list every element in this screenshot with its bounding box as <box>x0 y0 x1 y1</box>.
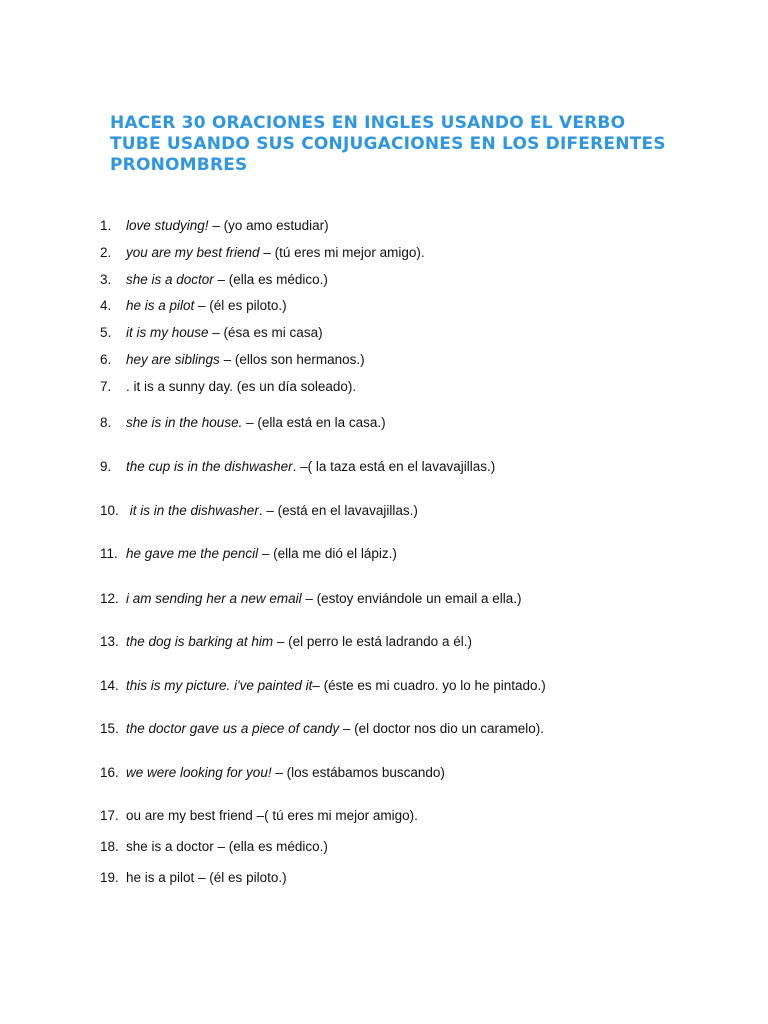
list-item <box>100 324 323 342</box>
item-number: 1. <box>100 218 112 233</box>
english-sentence: we were looking for you! <box>126 765 272 780</box>
english-sentence: she is in the house. <box>126 415 243 430</box>
list-item <box>100 677 546 695</box>
list-item <box>100 378 356 396</box>
english-sentence: the doctor gave us a piece of candy <box>126 721 340 736</box>
english-sentence: i am sending her a new email <box>126 591 302 606</box>
list-item <box>100 297 287 315</box>
english-sentence: the cup is in the dishwasher <box>126 459 293 474</box>
list-item <box>100 458 495 476</box>
item-number: 4. <box>100 298 112 313</box>
spanish-translation: – (ésa es mi casa) <box>208 325 323 340</box>
item-number: 16. <box>100 765 119 780</box>
item-number: 14. <box>100 678 119 693</box>
document-title: HACER 30 ORACIONES EN INGLES USANDO EL VERBO TUBE USANDO SUS CONJUGACIONES EN LOS DIFERENTES PRONOMBRES <box>110 113 666 175</box>
spanish-translation: – (el perro le está ladrando a él.) <box>273 634 472 649</box>
item-number: 18. <box>100 839 119 854</box>
english-sentence: he gave me the pencil <box>126 546 259 561</box>
spanish-translation: . – (está en el lavavajillas.) <box>258 503 418 518</box>
english-sentence: this is my picture. i've painted it <box>126 678 313 693</box>
item-number: 6. <box>100 352 112 367</box>
list-item <box>100 590 521 608</box>
spanish-translation: – (ella me dió el lápiz.) <box>258 546 397 561</box>
list-item <box>100 502 418 520</box>
list-item <box>100 633 472 651</box>
english-sentence: it is in the dishwasher <box>126 503 259 518</box>
list-item <box>100 414 386 432</box>
spanish-translation: – (tú eres mi mejor amigo). <box>259 245 425 260</box>
list-item <box>100 807 418 825</box>
spanish-translation: – (ellos son hermanos.) <box>219 352 365 367</box>
item-number: 13. <box>100 634 119 649</box>
item-number: 19. <box>100 870 119 885</box>
list-item <box>100 217 329 235</box>
list-item <box>100 869 287 887</box>
list-item <box>100 244 425 262</box>
english-sentence: he is a pilot <box>126 298 195 313</box>
item-number: 17. <box>100 808 119 823</box>
item-number: 2. <box>100 245 112 260</box>
spanish-translation: . it is a sunny day. (es un día soleado). <box>126 379 357 394</box>
list-item <box>100 351 365 369</box>
item-number: 9. <box>100 459 112 474</box>
item-number: 12. <box>100 591 119 606</box>
spanish-translation: – (éste es mi cuadro. yo lo he pintado.) <box>312 678 546 693</box>
spanish-translation: – (el doctor nos dio un caramelo). <box>339 721 544 736</box>
item-number: 11. <box>100 546 118 561</box>
item-number: 15. <box>100 721 119 736</box>
spanish-translation: – (ella está en la casa.) <box>242 415 386 430</box>
item-number: 7. <box>100 379 112 394</box>
spanish-translation: – (él es piloto.) <box>194 298 287 313</box>
spanish-translation: ou are my best friend –( tú eres mi mejor amigo). <box>126 808 418 823</box>
list-item <box>100 764 445 782</box>
item-number: 3. <box>100 272 112 287</box>
spanish-translation: – (estoy enviándole un email a ella.) <box>301 591 522 606</box>
english-sentence: she is a doctor <box>126 272 214 287</box>
item-number: 5. <box>100 325 112 340</box>
item-number: 8. <box>100 415 112 430</box>
spanish-translation: . –( la taza está en el lavavajillas.) <box>292 459 496 474</box>
list-item <box>100 838 328 856</box>
spanish-translation: – (ella es médico.) <box>213 272 328 287</box>
list-item <box>100 545 397 563</box>
spanish-translation: – (yo amo estudiar) <box>208 218 329 233</box>
english-sentence: it is my house <box>126 325 209 340</box>
list-item <box>100 720 544 738</box>
item-number: 10. <box>100 503 119 518</box>
spanish-translation: she is a doctor – (ella es médico.) <box>126 839 328 854</box>
spanish-translation: – (los estábamos buscando) <box>271 765 445 780</box>
list-item <box>100 271 328 289</box>
english-sentence: you are my best friend <box>126 245 260 260</box>
spanish-translation: he is a pilot – (él es piloto.) <box>126 870 287 885</box>
english-sentence: hey are siblings <box>126 352 220 367</box>
english-sentence: love studying! <box>126 218 209 233</box>
english-sentence: the dog is barking at him <box>126 634 274 649</box>
